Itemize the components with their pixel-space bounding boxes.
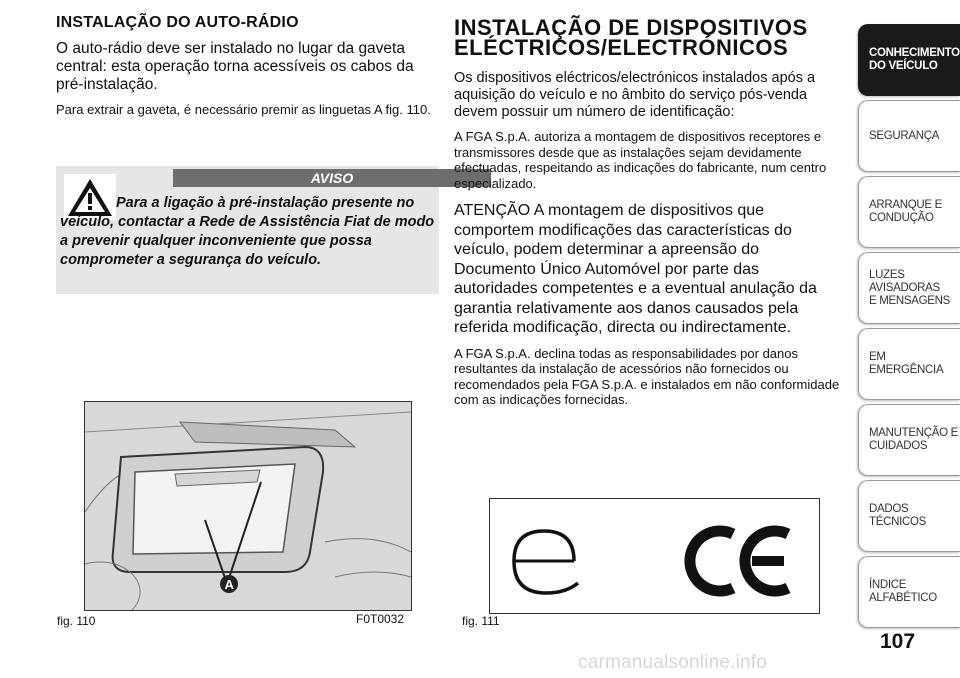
paragraph-devices-intro: Os dispositivos eléctricos/electrónicos instalados após a aquisição do veículo e no âmbito do serviço pós-venda devem possuir um número de identificação: [454,70,816,120]
figure-110-callout: A [224,577,234,592]
tab-arranque-e-conducao[interactable]: ARRANQUE E CONDUÇÃO [858,176,960,248]
tab-dados-tecnicos[interactable]: DADOS TÉCNICOS [858,480,960,552]
tab-conhecimento-do-veiculo[interactable]: CONHECIMENTO DO VEÍCULO [858,24,960,96]
tab-luzes-avisadoras[interactable]: LUZES AVISADORAS E MENSAGENS [858,252,960,324]
radio-drawer-illustration [85,402,411,610]
page-number: 107 [880,630,916,653]
paragraph-radio-drawer: Para extrair a gaveta, é necessário premir as linguetas A fig. 110. [56,102,431,117]
tab-em-emergencia[interactable]: EM EMERGÊNCIA [858,328,960,400]
right-column [454,15,844,418]
section-heading-devices: INSTALAÇÃO DE DISPOSITIVOS ELÉCTRICOS/ELECTRÓNICOS [454,15,808,60]
figure-110-image [84,401,412,611]
figure-110-label: fig. 110 [57,614,96,628]
ce-mark-icon [690,531,788,591]
tab-manutencao-e-cuidados[interactable]: MANUTENÇÃO E CUIDADOS [858,404,960,476]
tab-seguranca[interactable]: SEGURANÇA [858,100,960,172]
warning-text: Para a ligação à pré-instalação presente no veículo, contactar a Rede de Assistência Fiat de modo a prevenir qualquer inconveniente que possa comprometer a segurança do veículo. [60,195,435,268]
tab-indice-alfabetico[interactable]: ÍNDICE ALFABÉTICO [858,556,960,628]
figure-110-code: F0T0032 [356,612,405,626]
watermark-text: carmanualsonline.info [578,652,768,673]
warning-title: AVISO [173,169,491,187]
paragraph-devices-authorization: A FGA S.p.A. autoriza a montagem de dispositivos receptores e transmissores desde que as instalações sejam devidamente efectuadas, respeitando as indicações do fabricante, num centro especializado. [454,129,827,191]
paragraph-devices-attention: ATENÇÃO A montagem de dispositivos que comportem modificações das características do veículo, podem determinar a apreensão do Documento Único Automóvel por parte das autoridades competentes e a eventual anulação da garantia relativamente aos danos causados pela referida modificação, directa ou indirectamente. [454,202,817,336]
paragraph-devices-disclaimer: A FGA S.p.A. declina todas as responsabilidades por danos resultantes da instalação de acessórios não fornecidos ou recomendados pela FGA S.p.A. e instalados em não conformidade com as indicações fornecidas. [454,345,840,407]
paragraph-radio-intro: O auto-rádio deve ser instalado no lugar da gaveta central: esta operação torna acessíveis os cabos da pré-instalação. [56,40,414,93]
left-column [56,14,440,118]
e-mark-and-ce-mark-illustration [490,499,819,613]
warning-box [56,166,439,294]
e-mark-icon [514,531,578,593]
figure-111-image [489,498,820,614]
section-heading-radio: INSTALAÇÃO DO AUTO-RÁDIO [56,14,299,31]
figure-111-label: fig. 111 [462,614,500,628]
